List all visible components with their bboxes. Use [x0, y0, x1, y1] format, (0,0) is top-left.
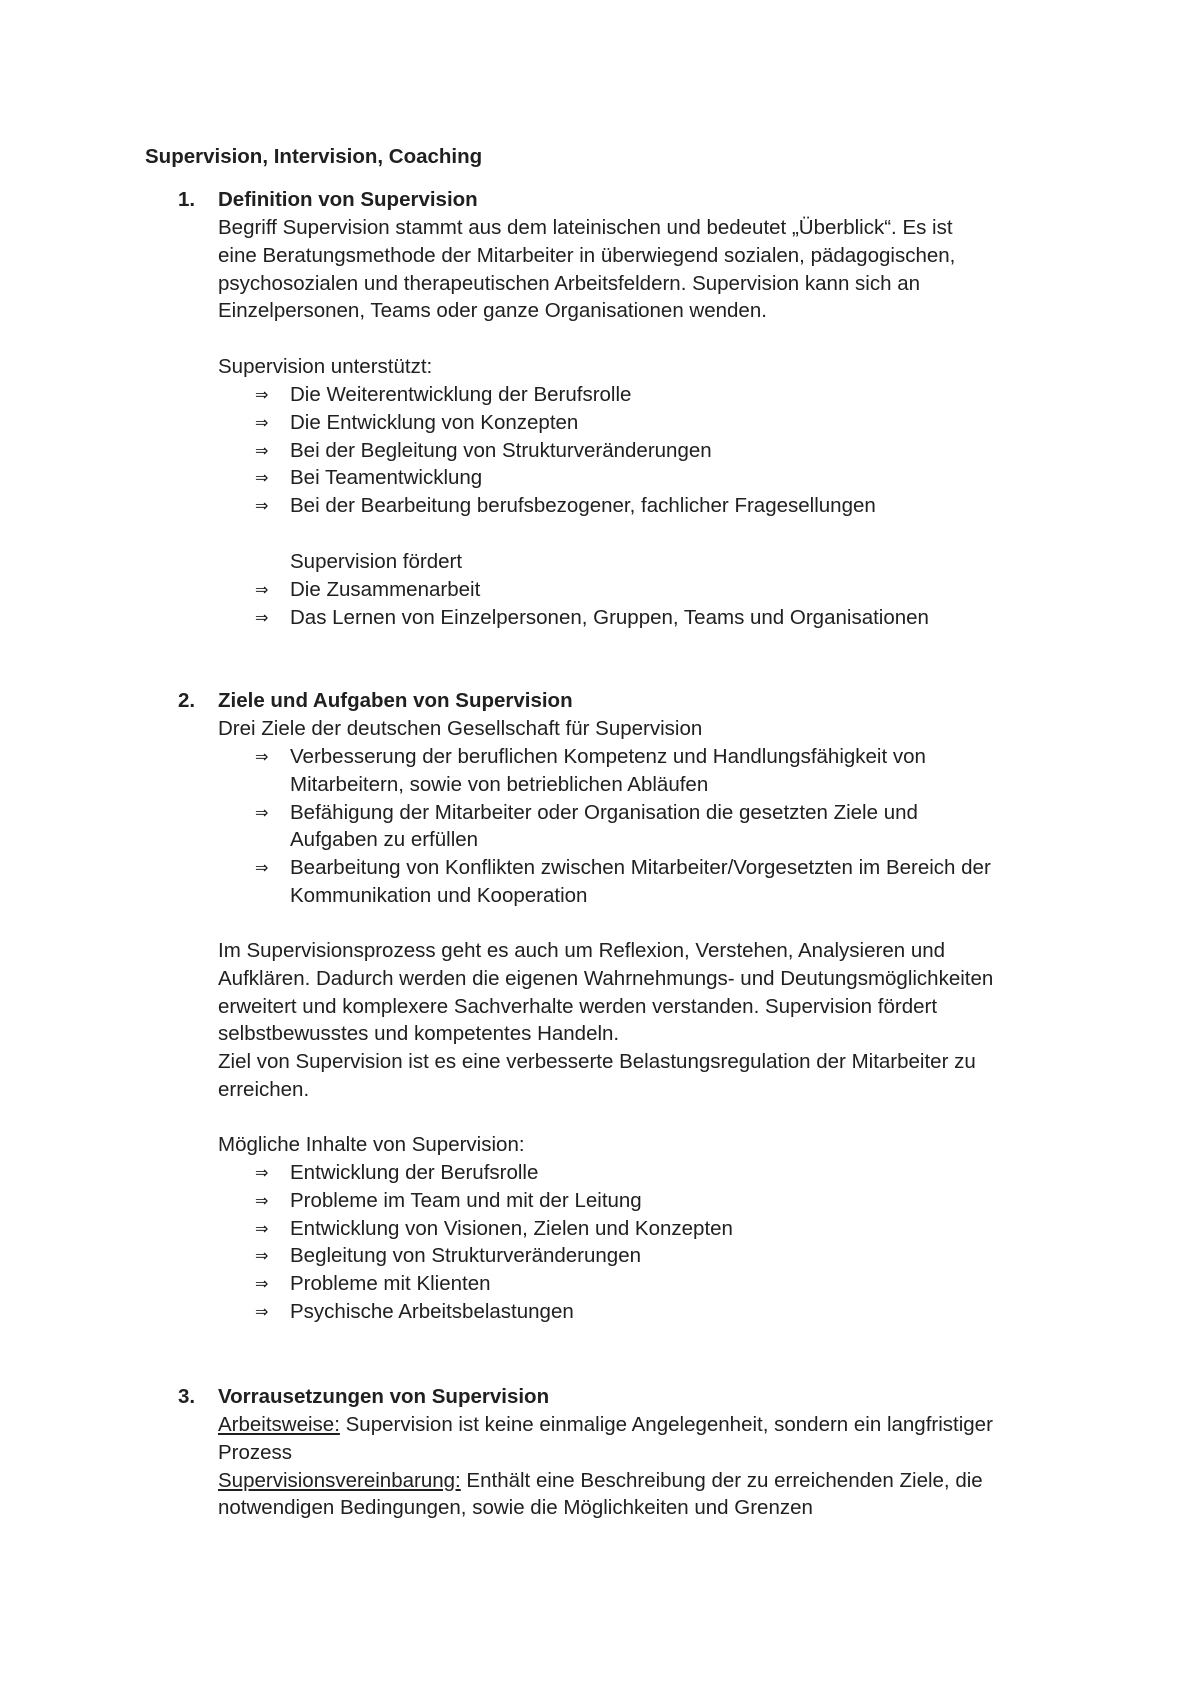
arrow-icon: ⇒: [255, 607, 269, 627]
goals-label: Drei Ziele der deutschen Gesellschaft für Supervision: [218, 717, 703, 740]
list-item: ⇒ Die Entwicklung von Konzepten: [255, 409, 1085, 437]
contents-list: [255, 1159, 1085, 1326]
section-3-heading: Vorrausetzungen von Supervision: [218, 1385, 550, 1408]
section-1-intro: [218, 214, 1098, 325]
section-2-heading: Ziele und Aufgaben von Supervision: [218, 689, 573, 712]
section-2-number: 2.: [178, 689, 196, 712]
arrow-icon: ⇒: [255, 1218, 269, 1238]
supports-list: [255, 381, 1085, 520]
section-3-number: 3.: [178, 1385, 196, 1408]
supports-label: Supervision unterstützt:: [218, 355, 433, 378]
goals-list: [255, 743, 1085, 910]
arrow-icon: ⇒: [255, 412, 269, 432]
arrow-icon: ⇒: [255, 1163, 269, 1182]
section-1-heading: Definition von Supervision: [218, 188, 478, 211]
list-item: ⇒ Bei der Begleitung von Strukturveränderungen: [255, 437, 1085, 465]
list-item: ⇒ Verbesserung der beruflichen Kompetenz und Handlungsfähigkeit von Mitarbeitern, sowie von betrieblichen Abläufen: [255, 745, 926, 796]
list-item: ⇒ Probleme im Team und mit der Leitung: [255, 1187, 1085, 1215]
text-line: Ziel von Supervision ist es eine verbesserte Belastungsregulation der Mitarbeiter zu: [218, 1050, 976, 1074]
list-item: ⇒ Entwicklung von Visionen, Zielen und Konzepten: [255, 1215, 1085, 1243]
arrow-icon: ⇒: [255, 440, 269, 460]
arrow-icon: ⇒: [255, 1190, 269, 1210]
promotes-list: [255, 576, 1085, 632]
list-item: ⇒ Das Lernen von Einzelpersonen, Gruppen, Teams und Organisationen: [255, 604, 1085, 632]
text-line: notwendigen Bedingungen, sowie die Möglichkeiten und Grenzen: [218, 1496, 813, 1520]
text-line: Aufklären. Dadurch werden die eigenen Wahrnehmungs- und Deutungsmöglichkeiten: [218, 966, 994, 990]
list-item: ⇒ Bei der Bearbeitung berufsbezogener, fachlicher Fragesellungen: [255, 492, 1085, 520]
section-1-number: 1.: [178, 188, 196, 211]
list-item: ⇒ Die Zusammenarbeit: [255, 576, 1085, 604]
agreement-label: Supervisionsvereinbarung:: [218, 1468, 461, 1492]
text-line: erweitert und komplexere Sachverhalte werden verstanden. Supervision fördert: [218, 994, 938, 1018]
arrow-icon: ⇒: [255, 1301, 269, 1321]
list-item: ⇒ Bearbeitung von Konflikten zwischen Mitarbeiter/Vorgesetzten im Bereich der Kommunikation und Kooperation: [255, 856, 991, 907]
document-title: Supervision, Intervision, Coaching: [145, 145, 483, 168]
list-item: ⇒ Begleitung von Strukturveränderungen: [255, 1242, 1085, 1270]
arrow-icon: ⇒: [255, 496, 269, 516]
arrow-icon: ⇒: [255, 858, 269, 878]
text-line: selbstbewusstes und kompetentes Handeln.: [218, 1022, 620, 1046]
list-item: ⇒ Entwicklung der Berufsrolle: [255, 1159, 1085, 1187]
arrow-icon: ⇒: [255, 747, 269, 766]
list-item: ⇒ Bei Teamentwicklung: [255, 464, 1085, 492]
contents-label: Mögliche Inhalte von Supervision:: [218, 1133, 525, 1156]
arrow-icon: ⇒: [255, 468, 269, 488]
arrow-icon: ⇒: [255, 580, 269, 599]
text-line: erreichen.: [218, 1077, 310, 1101]
text-line: Arbeitsweise: Supervision ist keine einmalige Angelegenheit, sondern ein langfristiger: [218, 1413, 993, 1436]
text-line: eine Beratungsmethode der Mitarbeiter in überwiegend sozialen, pädagogischen,: [218, 243, 956, 267]
arrow-icon: ⇒: [255, 385, 269, 404]
promotes-label: Supervision fördert: [290, 550, 463, 573]
text-line: Im Supervisionsprozess geht es auch um Reflexion, Verstehen, Analysieren und: [218, 939, 946, 962]
text-line: Begriff Supervision stammt aus dem lateinischen und bedeutet „Überblick“. Es ist: [218, 216, 953, 239]
list-item: ⇒ Die Weiterentwicklung der Berufsrolle: [255, 381, 1085, 409]
arrow-icon: ⇒: [255, 1246, 269, 1266]
arrow-icon: ⇒: [255, 1274, 269, 1294]
arrow-icon: ⇒: [255, 802, 269, 822]
work-method-paragraph: [218, 1411, 1098, 1522]
text-line: Prozess: [218, 1440, 293, 1464]
text-line: Supervisionsvereinbarung: Enthält eine Beschreibung der zu erreichenden Ziele, die: [218, 1468, 983, 1492]
list-item: ⇒ Probleme mit Klienten: [255, 1270, 1085, 1298]
process-paragraph: [218, 937, 1098, 1104]
work-method-label: Arbeitsweise:: [218, 1413, 340, 1436]
list-item: ⇒ Befähigung der Mitarbeiter oder Organisation die gesetzten Ziele und Aufgaben zu erfüllen: [255, 800, 918, 852]
list-item: ⇒ Psychische Arbeitsbelastungen: [255, 1298, 1085, 1326]
text-line: Einzelpersonen, Teams oder ganze Organisationen wenden.: [218, 299, 767, 323]
text-line: psychosozialen und therapeutischen Arbeitsfeldern. Supervision kann sich an: [218, 271, 920, 295]
